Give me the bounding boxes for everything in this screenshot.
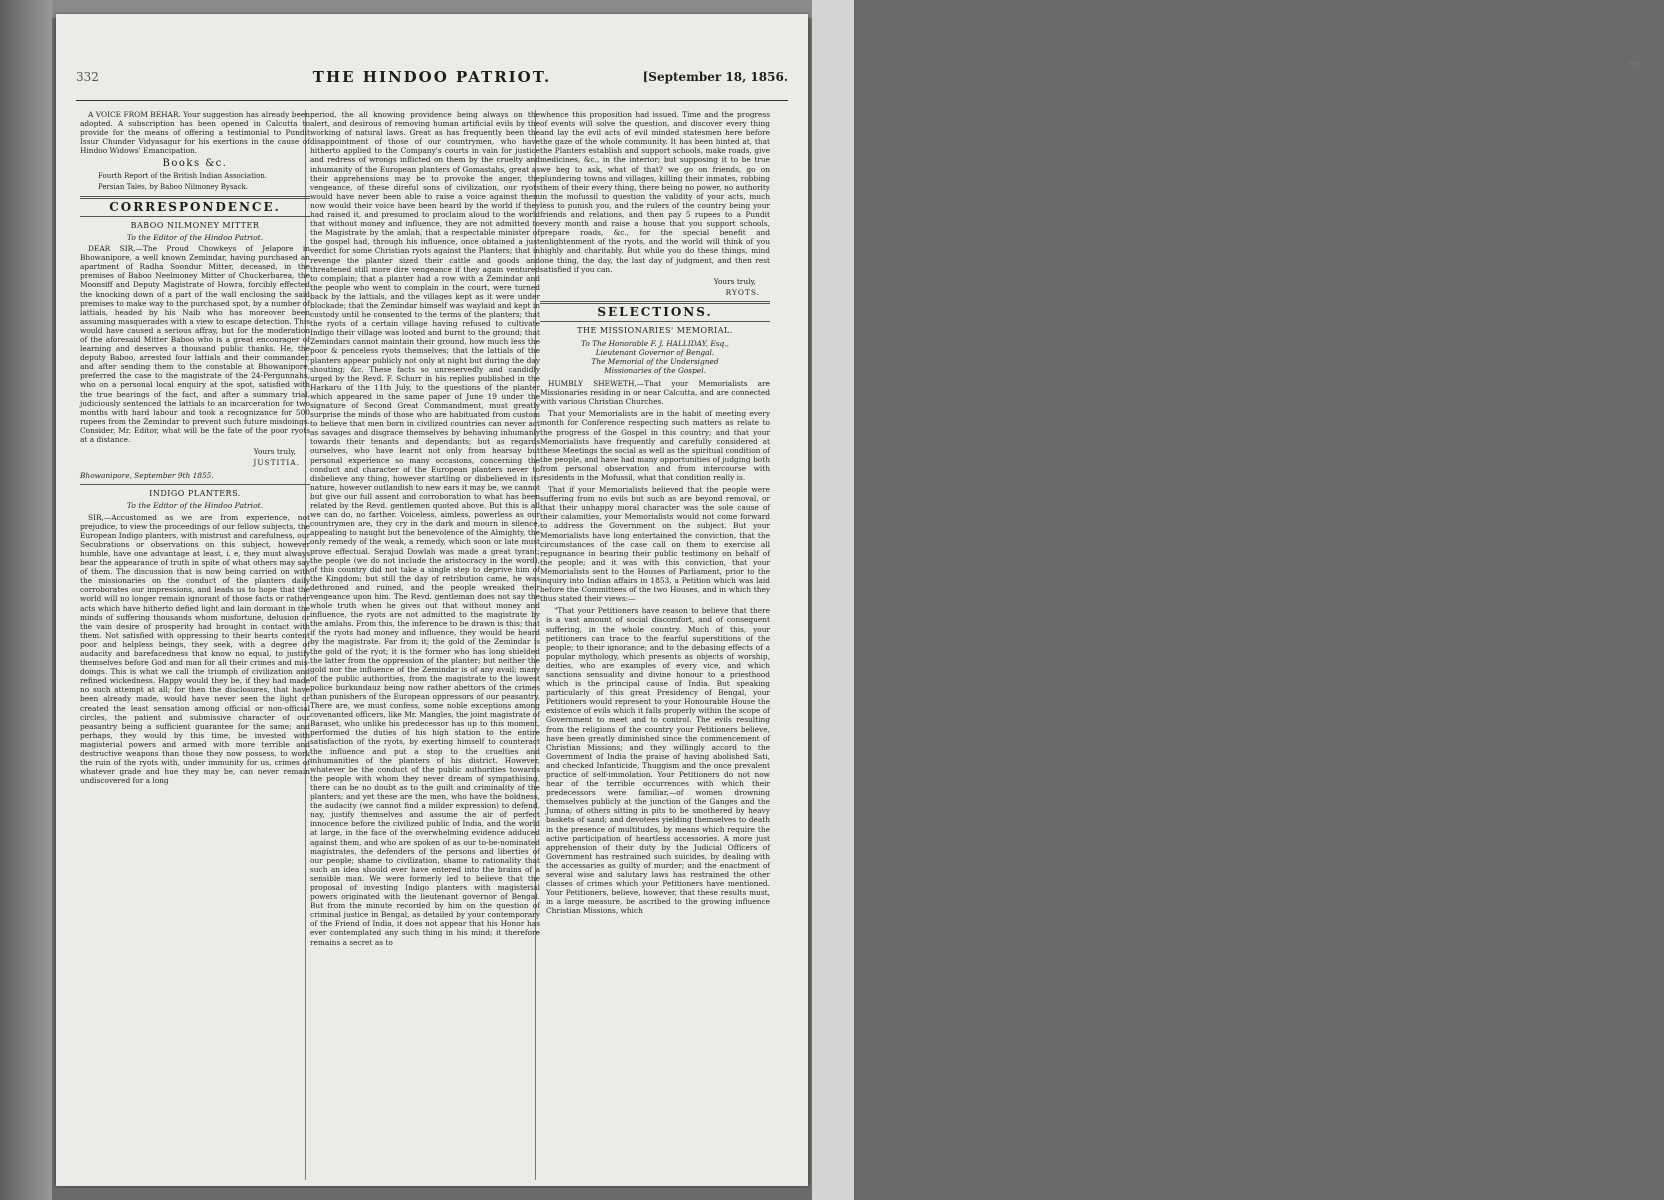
column-3	[540, 110, 770, 1170]
column-1	[80, 110, 310, 1170]
letter-salutation: To the Editor of the Hindoo Patriot.	[126, 232, 264, 242]
book-entry: Fourth Report of the British Indian Association.	[98, 171, 268, 180]
column-2	[310, 110, 540, 1170]
adjacent-page-strip	[812, 0, 1642, 1200]
letter-body-continued: period, the all knowing providence being always on the alert, and desirous of removing human artificial evils by the working of natural laws. Great as has frequently been the disappointment of those of our countrymen, who have hitherto applied to the Company's courts in vain for justice and redress of wrongs inflicted on them by the cruelty and inhumanity of the European planters of Gomastahs, great as their apprehensions may be to provoke the anger, the vengeance, of these direful sons of civilization, our ryots would have never been able to raise a voice against them now would their voice have been heard by the world if they had raised it, and presumed to proclaim aloud to the world that without money and influence, they are not admitted to the Magistrate by the amlah, that a respectable minister of the gospel had, through his influence, once obtained a just verdict for some Christian ryots against the Planters; that in revenge the planter sized their cattle and goods and threatened still more dire vengeance if they again ventured to complain; that a planter had a row with a Zemindar and the people who went to complain in the court, were turned back by the lattials, and the villages kept as it were under blockade; that the Zemindar himself was waylaid and kept in custody until he consented to the terms of the planters; that the ryots of a certain village having refused to cultivate Indigo their village was looted and burnt to the ground; that Zemindars cannot maintain their ground, how much less the poor & penceless ryots themselves; that the lattials of the planters appear publicly not only at night but during the day shouting; &c. These facts so unreservedly and candidly urged by the Revd. F. Schurr in his replies published in the Harkaru of the 11th July, to the questions of the planter which appeared in the same paper of June 19 under the signature of Second Great Commandment, must greatly surprise the minds of those who are habituated from custom to believe that men born in civilized countries can never act as savages and disgrace themselves by behaving inhumanly towards their tenants and dependants; but as regards ourselves, who have learnt not only from hearsay but personal experience so many occasions, concerning the conduct and character of the European planters never to disbelieve any thing, however startling or disbelieved in its nature, however outlandish to new ears it may be, we cannot but give our full assent and corroboration to what has been related by the Revd. gentlemen quoted above. But this is all we can do, no farther. Voiceless, aimless, powerless as our countrymen are, they cry in the dark and mourn in silence, appealing to naught but the benevolence of the Almighty, the only remedy of the weak, a remedy, which soon or late must prove effectual. Serajud Dowlah was made a great tyrant; the people (we do not include the aristocracy in the word), of this country did not take a single step to deprive him of the Kingdom; but still the day of retribution came, he was dethroned and ruined, and the people wreaked their vengeance upon him. The Revd. gentleman does not say the whole truth when he gives out that without money and influence, the ryots are not admitted to the magistrate by the amlahs. From this, the inference to be drawn is this; that if the ryots had money and influence, they would be heard by the magistrate. Far from it; the gold of the Zemindar is the gold of the ryot; it is the former who has long shielded the latter from the oppression of the planter; but neither the gold nor the influence of the Zemindar is of any avail; many of the public authorities, from the magistrate to the lowest police burkundauz being now rather abettors of the crimes than punishers of the European oppressors of our peasantry. There are, we must confess, some noble exceptions among covenanted officers, like Mr. Mangles, the joint magistrate of Baraset, who unlike his predecessor has up to this moment, performed the duties of his high station to the entire satisfaction of the ryots, by exerting himself to counteract the influence and put a stop to the cruelties and inhumanities of the planters of his district. However, whatever be the conduct of the public authorities towards the people with whom they never dream of sympathising, there can be no doubt as to the guilt and criminality of the planters; and yet these are the men, who have the boldness, the audacity (we cannot find a milder expression) to defend, nay, justify themselves and assume the air of perfect innocence before the civilized public of India, and the world at large, in the face of the overwhelming evidence adduced against them, and who are spoken of as our to-be-nominated magistrates, the defenders of the persons and liberties of our people; shame to civilization, shame to rationality that such an idea should ever have entered into the brains of a sensible man. We were formerly led to believe that the proposal of investing Indigo planters with magisterial powers originated with the lieutenant governor of Bengal. But from the minute recorded by him on the question of criminal justice in Bengal, as detailed by your contemporary of the Friend of India, it does not appear that his Honor has ever contemplated any such thing in his mind; it therefore remains a secret as to	[310, 110, 540, 947]
letter-signature: JUSTITIA.	[253, 458, 300, 468]
memorial-paragraph: HUMBLY SHEWETH,—That your Memorialists are Missionaries residing in or near Calcutta, and are connected with various Christian Churches.	[540, 379, 770, 407]
section-rule	[80, 484, 310, 485]
header-rule	[76, 100, 788, 101]
letter-salutation: To the Editor of the Hindoo Patriot.	[126, 501, 264, 511]
section-rule	[540, 321, 770, 322]
masthead: THE HINDOO PATRIOT.	[312, 68, 552, 86]
memorial-paragraph: That if your Memorialists believed that the people were suffering from no evils but such as are beyond removal, or that their unhappy moral character was the sole cause of their calamities, your Memorialists would not come forward to address the Government on the subject. But your Memorialists have long entertained the conviction, that the circumstances of the case call on them to exercise all repugnance in bearing their public testimony on behalf of the people; and it was with this conviction, that your Memorialists sent to the Houses of Parliament, prior to the inquiry into Indian affairs in 1853, a Petition which was laid before the Committees of the two Houses, and in which they thus stated their views:—	[540, 485, 770, 604]
letter-title: INDIGO PLANTERS.	[149, 489, 241, 499]
memorial-quotation: "That your Petitioners have reason to believe that there is a vast amount of social discomfort, and of consequent suffering, in the whole country. Much of this, your petitioners can trace to the fearful superstitions of the people; to their ignorance; and to the debasing effects of a popular mythology, which presents as objects of worship, deities, who are examples of every vice, and which sanctions sensuality and divine honour to a priesthood which is the principal cause of India. But speaking particularly of this great Presidency of Bengal, your Petitioners would represent to your Honourable House the existence of evils which it falls properly within the scope of Government to meet and to control. The evils resulting from the religions of the country your Petitioners believe, have been greatly diminished since the commencement of Christian Missions; and they willingly accord to the Government of India the praise of having abolished Sati, and checked Infanticide, Thuggism and the once prevalent practice of self-immolation. Your Petitioners do not now hear of the terrible occurrences with which their predecessors were familiar,—of women drowning themselves publicly at the junction of the Ganges and the Jumna; of others sitting in pits to be smothered by heavy baskets of sand; and devotees yielding themselves to death in the presence of multitudes, by means which require the active participation of heartless accessories. A more just apprehension of their duty by the Judicial Officers of Government has restrained such suicides, by dealing with the accessaries as guilty of murder; and the enactment of several wise and salutary laws has restrained the other classes of crimes which your Petitioners have mentioned. Your Petitioners, believe, however, that these results must, in a large measure, be ascribed to the growing influence Christian Missions, which	[546, 606, 770, 916]
letter-title: BABOO NILMONEY MITTER	[130, 220, 260, 230]
letter-body-continued: whence this proposition had issued. Time and the progress of events will solve the question, and discover every thing and lay the evil acts of evil minded statesmen here before the gaze of the whole community. It has been hinted at, that the Planters establish and support schools, make roads, give medicines, &c., in the interior; but supposing it to be true we beg to ask, what of that? we go on friends, go on plundering towns and villages, killing their inmates, robbing them of their every thing, there being no power, no authority in the mofussil to question the validity of your acts, much less to punish you, and the rulers of the country being your friends and relations, and then pay 5 rupees to a Pundit every month and raise a house that you support schools, prepare roads, &c., for the special benefit and enlightenment of the ryots, and the world will think of you highly and charitably. But while you do these things, mind one thing, the day, the last day of judgment, and then rest satisfied if you can.	[540, 110, 770, 274]
letter-closing: Yours truly,	[253, 447, 296, 457]
memorial-address	[540, 339, 770, 375]
address-line: To The Honorable F. J. HALLIDAY, Esq.,	[581, 339, 729, 349]
section-rule	[80, 196, 310, 199]
address-line: The Memorial of the Undersigned	[591, 357, 719, 367]
section-rule	[540, 301, 770, 304]
letter-body: DEAR SIR,—The Proud Chowkeys of Jelapore in Bhowanipore, a well known Zemindar, having purchased an apartment of Radha Soondur Mitter, deceased, in the premises of Baboo Neelmoney Mitter of Chuckerbarea, the Moonsiff and Deputy Magistrate of Howra, forcibly effected the knocking down of a part of the wall enclosing the said premises to make way to the purchased spot, by a number of lattials, headed by his Naib who has moreover been assuming masquerades with a view to escape detection. This would have caused a serious affray, but for the moderation of the aforesaid Mitter Baboo who is a great encourager of learning and deserves a thousand public thanks. He, the deputy Baboo, arrested four lattials and their commander, and after sending them to the constable at Bhowanipore, preferred the case to the magistrate of the 24-Pergunnahs, who on a personal local enquiry at the spot, satisfied with the true bearings of the fact, and after a summary trial, judiciously sentenced the lattials to an incarceration for two months with hard labour and took a recognizance for 500 rupees from the Zemindar to prevent such future misdoings. Consider, Mr. Editor, what will be the fate of the poor ryots at a distance.	[80, 244, 310, 444]
page-header	[76, 70, 788, 96]
letter-signature: RYOTS.	[725, 287, 760, 297]
newspaper-page	[56, 14, 808, 1186]
address-line: Missionaries of the Gospel.	[604, 366, 706, 376]
notice-paragraph: A VOICE FROM BEHAR. Your suggestion has already been adopted. A subscription has been opened in Calcutta to provide for the means of offering a testimonial to Pundit Issur Chunder Vidyasagur for his exertions in the cause of Hindoo Widows' Emancipation.	[80, 110, 310, 156]
adjacent-page-fragment: Sep	[1628, 60, 1642, 68]
page-number: 332	[76, 70, 99, 84]
address-line: Lieutenant Governor of Bengal.	[595, 348, 715, 358]
letter-body: SIR,—Accustomed as we are from experience, not prejudice, to view the proceedings of our fellow subjects, the European Indigo planters, with mistrust and carefulness, our Secubrations or observations on this subject, however humble, have one advantage at least, i. e, they must always bear the appearance of truth in spite of what others may say of them. The discussion that is now being carried on with the missionaries on the conduct of the planters daily corroborates our impressions, and leads us to hope that the world will no longer remain ignorant of those facts or rather acts which have hitherto defied light and lain dormant in the minds of suffering thousands whom misfortune, delusion or the vain desire of prosperity had brought in contact with them. Not satisfied with oppressing to their hearts content poor and helpless beings, they seek, with a degree of audacity and barefacedness that know no equal, to justify themselves before God and man for all their crimes and mis-doings. This is what we call the triumph of civilization and refined wickedness. Happy would they be, if they had made no such attempt at all; for then the disclosures, that have been already made, would have never seen the light or created the least sensation among official or non-official circles, the patient and submissive character of our peasantry being a sufficient guarantee for the same; and perhaps, they would by this time, be invested with magisterial powers and armed with more terrible and destructive weapons than those they now possess, to work the ruin of the ryots with, under immunity for us, crimes of whatever grade and hue they may be, can never remain undiscovered for a long	[80, 512, 310, 786]
letter-dateline: Bhowanipore, September 9th 1855.	[80, 471, 214, 481]
memorial-paragraph: That your Memorialists are in the habit of meeting every month for Conference respecting such matters as relate to the progress of the Gospel in this country; and that your Memorialists have frequently and carefully considered at these Meetings the social as well as the spiritual condition of the people, and have had many opportunities of judging both from personal observation and from intercourse with residents in the Mofussil, what that condition really is.	[540, 409, 770, 482]
correspondence-heading: CORRESPONDENCE.	[109, 199, 281, 214]
scan-backdrop-left	[0, 0, 52, 1200]
selections-heading: SELECTIONS.	[597, 304, 713, 319]
book-entry: Persian Tales, by Baboo Nilmoney Bysack.	[98, 183, 248, 192]
memorial-title: THE MISSIONARIES' MEMORIAL.	[577, 325, 733, 335]
issue-date: [September 18, 1856.	[642, 70, 788, 84]
section-rule	[80, 216, 310, 217]
books-heading: Books &c.	[162, 158, 228, 170]
letter-closing: Yours truly,	[713, 276, 756, 286]
